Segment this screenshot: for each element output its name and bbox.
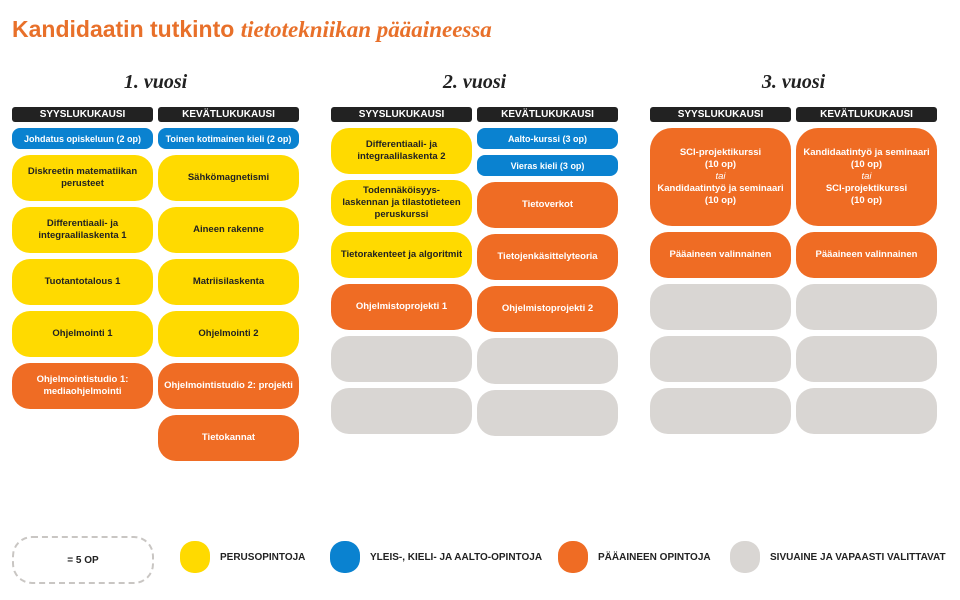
course-name: Tietorakenteet ja algoritmit: [340, 249, 463, 260]
course-card: [796, 128, 937, 226]
spring-semester-header: KEVÄTLUKUKAUSI: [796, 107, 937, 122]
elective-slot: [331, 336, 472, 382]
course-name: Ohjelmointi 2: [198, 328, 259, 339]
legend-unit-label: = 5 OP: [67, 554, 99, 566]
legend-swatch-gray: [730, 541, 760, 573]
legend-swatch-yellow: [180, 541, 210, 573]
title-main: Kandidaatin tutkinto: [12, 16, 235, 42]
page-title: [12, 16, 492, 43]
course-name: Toinen kotimainen kieli (2 op): [165, 133, 292, 144]
course-name: Diskreetin matematiikan perusteet: [27, 166, 138, 189]
legend-label: PÄÄAINEEN OPINTOJA: [598, 551, 711, 563]
course-name: Matriisilaskenta: [192, 276, 265, 287]
course-name: Todennäköisyys- laskennan ja tilastotieteen peruskurssi: [342, 185, 461, 220]
autumn-semester-header: SYYSLUKUKAUSI: [331, 107, 472, 122]
course-name: Aalto-kurssi (3 op): [507, 133, 587, 144]
course-name: Kandidaatintyö ja seminaari (10 op): [803, 147, 930, 170]
elective-slot: [796, 336, 937, 382]
year-title: 2. vuosi: [442, 71, 507, 93]
course-card: [477, 286, 618, 332]
course-card: [158, 207, 299, 253]
course-card: [477, 234, 618, 280]
course-card: [331, 128, 472, 174]
course-card: [650, 128, 791, 226]
legend-label: PERUSOPINTOJA: [220, 551, 306, 563]
course-name: Sähkömagnetismi: [187, 172, 270, 183]
course-card: [12, 207, 153, 253]
course-name: Ohjelmistoprojekti 2: [501, 303, 594, 314]
elective-slot: [650, 388, 791, 434]
course-name: Tuotantotalous 1: [44, 276, 121, 287]
course-name: Tietojenkäsittelyteoria: [497, 251, 598, 262]
legend-swatch-blue: [330, 541, 360, 573]
year-title: 1. vuosi: [123, 71, 188, 93]
course-card: [331, 284, 472, 330]
legend-swatch-orange: [558, 541, 588, 573]
autumn-semester-header: SYYSLUKUKAUSI: [650, 107, 791, 122]
elective-slot: [650, 284, 791, 330]
elective-slot: [796, 388, 937, 434]
course-name: Differentiaali- ja integraalilaskenta 2: [357, 139, 446, 162]
course-card: [158, 128, 299, 149]
spring-semester-header: KEVÄTLUKUKAUSI: [158, 107, 299, 122]
course-card: [12, 155, 153, 201]
course-card: [650, 232, 791, 278]
elective-slot: [477, 390, 618, 436]
course-card: [12, 259, 153, 305]
course-card: [158, 155, 299, 201]
legend-item-general: [330, 536, 542, 578]
course-name: Tietoverkot: [521, 199, 574, 210]
course-name: Aineen rakenne: [193, 224, 264, 235]
course-card: [12, 128, 153, 149]
legend-label: YLEIS-, KIELI- JA AALTO-OPINTOJA: [370, 551, 543, 563]
course-name: Ohjelmistoprojekti 1: [355, 301, 448, 312]
course-card: [158, 363, 299, 409]
course-card: [12, 363, 153, 409]
year-title: 3. vuosi: [761, 71, 826, 93]
course-name: Vieras kieli (3 op): [510, 160, 585, 171]
course-card: [158, 311, 299, 357]
course-name: Ohjelmointistudio 1: mediaohjelmointi: [36, 374, 129, 397]
course-name: Ohjelmointi 1: [52, 328, 113, 339]
course-name: SCI-projektikurssi (10 op): [679, 147, 762, 170]
course-name: Pääaineen valinnainen: [815, 249, 918, 260]
course-alternative-separator: tai: [861, 171, 872, 182]
course-card: [331, 180, 472, 226]
legend-item-major: [558, 536, 711, 578]
course-card: [331, 232, 472, 278]
course-card: [477, 182, 618, 228]
course-card: [477, 128, 618, 149]
course-card: [158, 415, 299, 461]
spring-semester-header: KEVÄTLUKUKAUSI: [477, 107, 618, 122]
legend-label: SIVUAINE JA VAPAASTI VALITTAVAT: [770, 551, 946, 563]
course-name: Tietokannat: [201, 432, 256, 443]
course-name: Johdatus opiskeluun (2 op): [23, 133, 141, 144]
legend-item-minor: [730, 536, 946, 578]
autumn-semester-header: SYYSLUKUKAUSI: [12, 107, 153, 122]
course-card: [158, 259, 299, 305]
legend-unit-box: [12, 536, 154, 584]
elective-slot: [796, 284, 937, 330]
elective-slot: [331, 388, 472, 434]
course-name: Differentiaali- ja integraalilaskenta 1: [38, 218, 127, 241]
course-card: [12, 311, 153, 357]
course-card: [796, 232, 937, 278]
title-emphasis: tietotekniikan pääaineessa: [240, 17, 492, 42]
legend-item-basic: [180, 536, 305, 578]
elective-slot: [650, 336, 791, 382]
course-name: Pääaineen valinnainen: [669, 249, 772, 260]
course-card: [477, 155, 618, 176]
course-name: Ohjelmointistudio 2: projekti: [164, 380, 293, 391]
elective-slot: [477, 338, 618, 384]
course-name-alternative: Kandidaatintyö ja seminaari (10 op): [657, 183, 784, 206]
course-alternative-separator: tai: [715, 171, 726, 182]
course-name-alternative: SCI-projektikurssi (10 op): [825, 183, 908, 206]
